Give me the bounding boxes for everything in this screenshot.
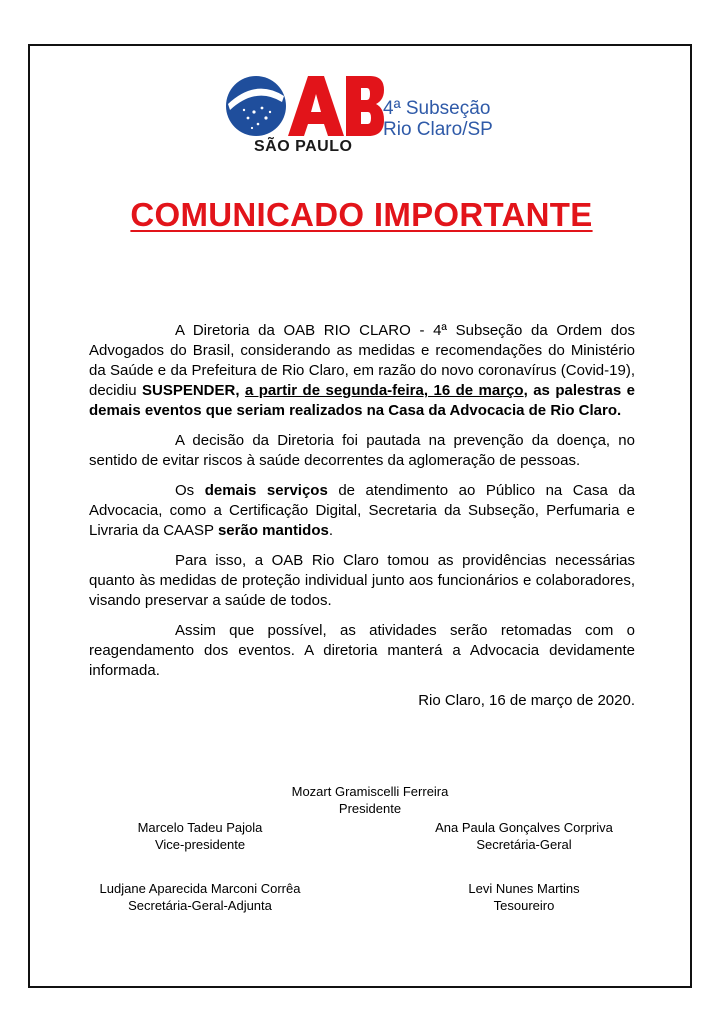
paragraph-5: Assim que possível, as atividades serão retomadas com o reagendamento dos eventos. A diretoria manterá a Advocacia devidamente informada. [89, 622, 635, 679]
oab-logo-mark [224, 74, 384, 138]
date-line: Rio Claro, 16 de março de 2020. [418, 692, 635, 709]
subsecao-line1: 4ª Subseção [383, 98, 491, 119]
announcement-body [89, 321, 635, 721]
emphasis-suspender: SUSPENDER [141, 382, 236, 399]
signature-deputy-secretary: Ludjane Aparecida Marconi Corrêa Secretária-Geral-Adjunta [99, 881, 301, 913]
signature-president: Mozart Gramiscelli Ferreira Presidente [291, 784, 449, 816]
subsecao-label [383, 98, 493, 140]
oab-globe-icon [226, 76, 286, 136]
oab-logo [224, 74, 514, 164]
oab-state-label: SÃO PAULO [254, 138, 353, 155]
paragraph-3: Os demais serviços de atendimento ao Público na Casa da Advocacia, como a Certificação Digital, Secretaria da Subseção, Perfumaria e Livraria da CAASP serão mantidos. [89, 482, 635, 539]
paragraph-2: A decisão da Diretoria foi pautada na prevenção da doença, no sentido de evitar riscos à saúde decorrentes da aglomeração de pessoas. [89, 432, 635, 469]
paragraph-1: A Diretoria da OAB RIO CLARO - 4ª Subseção da Ordem dos Advogados do Brasil, considerando as medidas e recomendações do Ministério da Saúde e da Prefeitura de Rio Claro, em razão do novo coronavírus (Covid-19), decidiu SUSPENDER, a partir de segunda-feira, 16 de março, as palestras e demais eventos que seriam realizados na Casa da Advocacia de Rio Claro. [89, 322, 635, 419]
paragraph-4: Para isso, a OAB Rio Claro tomou as providências necessárias quanto às medidas de proteção individual junto aos funcionários e colaboradores, visando preservar a saúde de todos. [89, 552, 635, 609]
page-title: COMUNICADO IMPORTANTE [130, 196, 593, 233]
signature-treasurer: Levi Nunes Martins Tesoureiro [468, 881, 580, 913]
signature-vice-president: Marcelo Tadeu Pajola Vice-presidente [137, 820, 263, 852]
signature-secretary-general: Ana Paula Gonçalves Corpriva Secretária-Geral [435, 820, 613, 852]
emphasis-date: a partir de segunda-feira, 16 de março [244, 382, 524, 399]
subsecao-line2: Rio Claro/SP [383, 119, 493, 140]
